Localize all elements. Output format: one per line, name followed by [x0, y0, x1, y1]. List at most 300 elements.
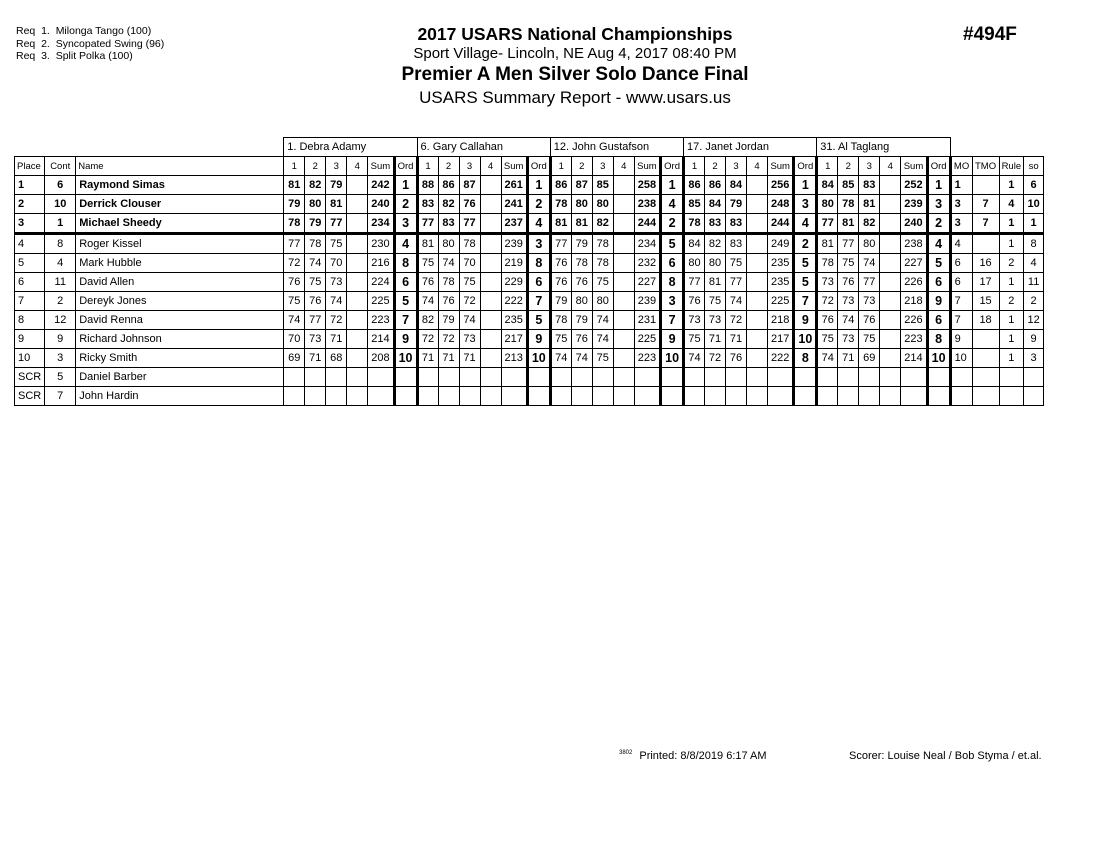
judge-score-cell: 79: [326, 176, 347, 195]
judge-sum-cell: 227: [634, 273, 660, 292]
place-cell: 7: [15, 292, 45, 311]
tmo-cell: 18: [972, 311, 999, 330]
judge-score-cell: [880, 254, 901, 273]
judge-score-cell: [817, 368, 838, 387]
judge-sum-cell: 224: [368, 273, 394, 292]
judge-sum-cell: 217: [501, 330, 527, 349]
judge-ordinal-cell: 5: [927, 254, 950, 273]
judge-ordinal-cell: 1: [661, 176, 684, 195]
col-header-name: Name: [76, 157, 284, 176]
col-header-judge-ord: Ord: [661, 157, 684, 176]
judge-score-cell: [571, 368, 592, 387]
col-header-rule: Rule: [999, 157, 1024, 176]
judge-score-cell: 80: [592, 195, 613, 214]
judge-score-cell: 80: [817, 195, 838, 214]
judge-score-cell: 78: [838, 195, 859, 214]
judge-ordinal-cell: 2: [527, 195, 550, 214]
col-header-judge-ord: Ord: [794, 157, 817, 176]
col-header-judge-2: 2: [571, 157, 592, 176]
judge-name: 12. John Gustafson: [550, 138, 683, 157]
judge-score-cell: 83: [705, 214, 726, 234]
judge-score-cell: 75: [859, 330, 880, 349]
so-cell: 8: [1024, 234, 1044, 254]
col-header-judge-2: 2: [838, 157, 859, 176]
judge-ordinal-cell: 10: [527, 349, 550, 368]
judge-score-cell: 73: [817, 273, 838, 292]
judge-score-cell: [571, 387, 592, 406]
col-header-judge-ord: Ord: [394, 157, 417, 176]
rule-cell: 1: [999, 273, 1024, 292]
judge-score-cell: 77: [305, 311, 326, 330]
judge-score-cell: [480, 176, 501, 195]
judge-ordinal-cell: 7: [527, 292, 550, 311]
judge-score-cell: [305, 387, 326, 406]
judge-score-cell: [459, 387, 480, 406]
judge-sum-cell: 217: [768, 330, 794, 349]
judge-score-cell: [726, 368, 747, 387]
judge-score-cell: 84: [817, 176, 838, 195]
judge-ordinal-cell: 6: [661, 254, 684, 273]
cont-cell: 3: [45, 349, 76, 368]
judge-ordinal-cell: 6: [527, 273, 550, 292]
col-header-judge-1: 1: [684, 157, 705, 176]
mo-cell: 3: [950, 195, 972, 214]
judge-score-cell: 81: [705, 273, 726, 292]
judge-score-cell: 77: [459, 214, 480, 234]
table-row: [15, 330, 1044, 349]
tmo-cell: [972, 368, 999, 387]
tmo-cell: 15: [972, 292, 999, 311]
judge-ordinal-cell: 2: [794, 234, 817, 254]
judge-sum-cell: 234: [368, 214, 394, 234]
judge-score-cell: 81: [859, 195, 880, 214]
judge-score-cell: 72: [417, 330, 438, 349]
judge-score-cell: [480, 368, 501, 387]
judge-score-cell: [747, 292, 768, 311]
judge-score-cell: 83: [859, 176, 880, 195]
judge-score-cell: [684, 387, 705, 406]
judge-sum-cell: 214: [901, 349, 927, 368]
judge-score-cell: 74: [571, 349, 592, 368]
judge-ordinal-cell: 1: [927, 176, 950, 195]
cont-cell: 5: [45, 368, 76, 387]
judge-sum-cell: 235: [768, 254, 794, 273]
judge-score-cell: 74: [726, 292, 747, 311]
judge-score-cell: 81: [817, 234, 838, 254]
judge-score-cell: 82: [592, 214, 613, 234]
judge-score-cell: 88: [417, 176, 438, 195]
judge-score-cell: [347, 330, 368, 349]
rule-cell: 1: [999, 176, 1024, 195]
skater-name-cell: John Hardin: [76, 387, 284, 406]
judge-score-cell: [417, 387, 438, 406]
judge-score-cell: [592, 387, 613, 406]
judge-sum-cell: [768, 368, 794, 387]
mo-cell: 7: [950, 311, 972, 330]
judges-header-row: [15, 138, 1044, 157]
table-row: [15, 234, 1044, 254]
cont-cell: 2: [45, 292, 76, 311]
judge-sum-cell: 239: [501, 234, 527, 254]
skater-name-cell: Ricky Smith: [76, 349, 284, 368]
judge-score-cell: 73: [705, 311, 726, 330]
col-header-judge-1: 1: [284, 157, 305, 176]
judge-score-cell: 79: [305, 214, 326, 234]
cont-cell: 6: [45, 176, 76, 195]
judge-ordinal-cell: 4: [527, 214, 550, 234]
judge-score-cell: 73: [684, 311, 705, 330]
judge-score-cell: [613, 176, 634, 195]
judge-score-cell: 82: [417, 311, 438, 330]
judge-ordinal-cell: 2: [661, 214, 684, 234]
judge-score-cell: 79: [726, 195, 747, 214]
judge-sum-cell: 227: [901, 254, 927, 273]
report-code: 3802: [619, 750, 633, 757]
judge-score-cell: [326, 368, 347, 387]
judge-sum-cell: 226: [901, 311, 927, 330]
table-row: [15, 176, 1044, 195]
judge-score-cell: [880, 368, 901, 387]
judge-score-cell: 82: [438, 195, 459, 214]
judge-ordinal-cell: 3: [794, 195, 817, 214]
judge-ordinal-cell: 10: [661, 349, 684, 368]
col-header-judge-2: 2: [705, 157, 726, 176]
judge-ordinal-cell: 10: [927, 349, 950, 368]
col-header-judge-sum: Sum: [501, 157, 527, 176]
mo-cell: 9: [950, 330, 972, 349]
mo-cell: [950, 387, 972, 406]
judge-sum-cell: 256: [768, 176, 794, 195]
mo-cell: 6: [950, 254, 972, 273]
event-title: 2017 USARS National Championships: [417, 24, 733, 44]
judge-score-cell: 74: [417, 292, 438, 311]
judge-score-cell: [480, 349, 501, 368]
so-cell: [1024, 387, 1044, 406]
judge-ordinal-cell: 9: [527, 330, 550, 349]
skater-name-cell: Richard Johnson: [76, 330, 284, 349]
judge-score-cell: [347, 368, 368, 387]
judge-score-cell: 75: [459, 273, 480, 292]
judge-score-cell: [613, 214, 634, 234]
col-header-judge-4: 4: [747, 157, 768, 176]
judge-score-cell: 83: [726, 214, 747, 234]
judge-score-cell: 79: [550, 292, 571, 311]
judge-sum-cell: 252: [901, 176, 927, 195]
judge-score-cell: [880, 234, 901, 254]
judge-score-cell: [347, 292, 368, 311]
so-cell: 10: [1024, 195, 1044, 214]
judge-score-cell: 74: [817, 349, 838, 368]
judge-ordinal-cell: [927, 387, 950, 406]
judge-ordinal-cell: [927, 368, 950, 387]
judge-score-cell: [880, 349, 901, 368]
so-cell: 2: [1024, 292, 1044, 311]
judge-score-cell: 86: [550, 176, 571, 195]
place-cell: 5: [15, 254, 45, 273]
judge-sum-cell: 249: [768, 234, 794, 254]
judge-score-cell: [347, 234, 368, 254]
cont-cell: 7: [45, 387, 76, 406]
venue-line: Sport Village- Lincoln, NE Aug 4, 2017 08:40 PM: [413, 45, 737, 62]
judge-score-cell: 78: [571, 254, 592, 273]
judge-score-cell: 80: [684, 254, 705, 273]
judge-score-cell: 69: [859, 349, 880, 368]
judge-score-cell: [726, 387, 747, 406]
mo-cell: 1: [950, 176, 972, 195]
judge-ordinal-cell: 4: [794, 214, 817, 234]
judge-score-cell: 82: [859, 214, 880, 234]
printed-timestamp: [619, 750, 767, 762]
judge-score-cell: [417, 368, 438, 387]
judge-score-cell: [284, 387, 305, 406]
skater-name-cell: Daniel Barber: [76, 368, 284, 387]
judge-score-cell: 76: [305, 292, 326, 311]
judge-score-cell: 75: [550, 330, 571, 349]
judge-score-cell: [838, 387, 859, 406]
skater-name-cell: Dereyk Jones: [76, 292, 284, 311]
judge-score-cell: 87: [571, 176, 592, 195]
judge-ordinal-cell: 7: [661, 311, 684, 330]
rule-cell: 2: [999, 292, 1024, 311]
place-cell: 9: [15, 330, 45, 349]
judge-score-cell: 72: [326, 311, 347, 330]
judge-score-cell: 75: [684, 330, 705, 349]
rule-cell: [999, 368, 1024, 387]
judge-score-cell: [747, 387, 768, 406]
col-header-mo: MO: [950, 157, 972, 176]
judge-ordinal-cell: [661, 387, 684, 406]
judge-score-cell: 79: [438, 311, 459, 330]
judge-score-cell: 80: [571, 195, 592, 214]
judge-score-cell: [459, 368, 480, 387]
judge-score-cell: [613, 387, 634, 406]
col-header-so: so: [1024, 157, 1044, 176]
judge-score-cell: [747, 176, 768, 195]
judge-sum-cell: 222: [768, 349, 794, 368]
judge-score-cell: [880, 195, 901, 214]
judge-sum-cell: 213: [501, 349, 527, 368]
results-table: [14, 137, 1044, 406]
judge-ordinal-cell: 5: [794, 254, 817, 273]
judge-score-cell: 76: [571, 273, 592, 292]
judge-sum-cell: 225: [368, 292, 394, 311]
place-cell: 4: [15, 234, 45, 254]
judge-score-cell: [480, 273, 501, 292]
rule-cell: 1: [999, 330, 1024, 349]
judge-score-cell: [480, 195, 501, 214]
judge-score-cell: 77: [838, 234, 859, 254]
judge-score-cell: [705, 368, 726, 387]
judge-score-cell: 80: [592, 292, 613, 311]
tmo-cell: [972, 330, 999, 349]
judge-score-cell: 73: [326, 273, 347, 292]
table-row: [15, 368, 1044, 387]
rule-cell: 1: [999, 234, 1024, 254]
judge-sum-cell: 240: [901, 214, 927, 234]
judge-ordinal-cell: 9: [927, 292, 950, 311]
judge-ordinal-cell: 2: [927, 214, 950, 234]
judge-score-cell: 71: [705, 330, 726, 349]
judge-score-cell: 85: [838, 176, 859, 195]
judge-score-cell: 74: [284, 311, 305, 330]
judge-score-cell: 76: [550, 254, 571, 273]
judge-ordinal-cell: 6: [394, 273, 417, 292]
rule-cell: 1: [999, 311, 1024, 330]
skater-name-cell: David Allen: [76, 273, 284, 292]
judge-score-cell: 73: [305, 330, 326, 349]
judge-score-cell: 74: [859, 254, 880, 273]
judge-score-cell: 74: [459, 311, 480, 330]
competition-title: Premier A Men Silver Solo Dance Final: [401, 64, 749, 85]
judge-score-cell: 75: [838, 254, 859, 273]
judge-sum-cell: 248: [768, 195, 794, 214]
judge-score-cell: 85: [592, 176, 613, 195]
judge-sum-cell: [634, 368, 660, 387]
column-header-row: [15, 157, 1044, 176]
judge-score-cell: 81: [326, 195, 347, 214]
judge-sum-cell: 239: [901, 195, 927, 214]
judge-sum-cell: 232: [634, 254, 660, 273]
judge-score-cell: [817, 387, 838, 406]
mo-cell: 7: [950, 292, 972, 311]
judge-score-cell: 79: [284, 195, 305, 214]
judges-header-spacer: [15, 138, 284, 157]
judge-score-cell: 78: [459, 234, 480, 254]
judge-sum-cell: 230: [368, 234, 394, 254]
judge-score-cell: [550, 387, 571, 406]
judge-score-cell: 76: [838, 273, 859, 292]
judge-sum-cell: 258: [634, 176, 660, 195]
judge-score-cell: 76: [859, 311, 880, 330]
judge-sum-cell: 229: [501, 273, 527, 292]
judge-score-cell: 84: [705, 195, 726, 214]
rule-cell: [999, 387, 1024, 406]
judge-sum-cell: 226: [901, 273, 927, 292]
so-cell: [1024, 368, 1044, 387]
judge-score-cell: 86: [684, 176, 705, 195]
judge-score-cell: 73: [859, 292, 880, 311]
judge-score-cell: [747, 349, 768, 368]
report-line: USARS Summary Report - www.usars.us: [419, 88, 731, 107]
tmo-cell: 17: [972, 273, 999, 292]
skater-name-cell: Mark Hubble: [76, 254, 284, 273]
col-header-judge-4: 4: [347, 157, 368, 176]
judge-score-cell: 73: [838, 330, 859, 349]
judge-score-cell: 71: [417, 349, 438, 368]
judge-score-cell: 81: [284, 176, 305, 195]
judge-score-cell: 71: [838, 349, 859, 368]
judge-score-cell: [347, 195, 368, 214]
judge-score-cell: 75: [305, 273, 326, 292]
judge-score-cell: [613, 273, 634, 292]
judge-ordinal-cell: 5: [527, 311, 550, 330]
judge-sum-cell: 235: [768, 273, 794, 292]
requirements-list: [16, 25, 164, 63]
judge-sum-cell: [368, 368, 394, 387]
so-cell: 11: [1024, 273, 1044, 292]
judge-ordinal-cell: 1: [794, 176, 817, 195]
judge-score-cell: [747, 195, 768, 214]
judge-score-cell: [305, 368, 326, 387]
judge-score-cell: 69: [284, 349, 305, 368]
judge-score-cell: [880, 330, 901, 349]
judge-score-cell: [480, 311, 501, 330]
requirement-3: Req 3. Split Polka (100): [16, 50, 133, 62]
judge-score-cell: [480, 292, 501, 311]
col-header-judge-sum: Sum: [368, 157, 394, 176]
judge-score-cell: [880, 214, 901, 234]
rule-cell: 2: [999, 254, 1024, 273]
judge-score-cell: 77: [550, 234, 571, 254]
place-cell: 8: [15, 311, 45, 330]
judge-ordinal-cell: [527, 387, 550, 406]
judge-score-cell: [838, 368, 859, 387]
judge-score-cell: 71: [326, 330, 347, 349]
judge-score-cell: [347, 311, 368, 330]
judge-sum-cell: 214: [368, 330, 394, 349]
judge-score-cell: 76: [550, 273, 571, 292]
judge-score-cell: 86: [705, 176, 726, 195]
judge-score-cell: 75: [417, 254, 438, 273]
col-header-cont: Cont: [45, 157, 76, 176]
judge-score-cell: 80: [859, 234, 880, 254]
judge-ordinal-cell: [527, 368, 550, 387]
judge-score-cell: 87: [459, 176, 480, 195]
judge-score-cell: 80: [571, 292, 592, 311]
cont-cell: 4: [45, 254, 76, 273]
judge-score-cell: [859, 387, 880, 406]
skater-name-cell: Raymond Simas: [76, 176, 284, 195]
judge-score-cell: [747, 311, 768, 330]
judge-sum-cell: 219: [501, 254, 527, 273]
judge-score-cell: 70: [459, 254, 480, 273]
judge-score-cell: 75: [705, 292, 726, 311]
mo-cell: 3: [950, 214, 972, 234]
judge-score-cell: 73: [838, 292, 859, 311]
table-row: [15, 254, 1044, 273]
judge-score-cell: 78: [284, 214, 305, 234]
judge-score-cell: [480, 234, 501, 254]
tmo-cell: [972, 234, 999, 254]
printed-text: Printed: 8/8/2019 6:17 AM: [639, 750, 767, 762]
judge-score-cell: [747, 254, 768, 273]
judge-ordinal-cell: 4: [394, 234, 417, 254]
so-cell: 12: [1024, 311, 1044, 330]
mo-cell: [950, 368, 972, 387]
judge-sum-cell: 238: [901, 234, 927, 254]
judge-sum-cell: 237: [501, 214, 527, 234]
judge-score-cell: 74: [550, 349, 571, 368]
table-row: [15, 349, 1044, 368]
judge-score-cell: [880, 311, 901, 330]
judge-score-cell: 77: [817, 214, 838, 234]
col-header-judge-3: 3: [326, 157, 347, 176]
judge-score-cell: [613, 292, 634, 311]
skater-name-cell: Roger Kissel: [76, 234, 284, 254]
judge-score-cell: [347, 387, 368, 406]
col-header-judge-2: 2: [438, 157, 459, 176]
mo-cell: 6: [950, 273, 972, 292]
judge-score-cell: [613, 254, 634, 273]
requirement-1: Req 1. Milonga Tango (100): [16, 25, 152, 37]
cont-cell: 9: [45, 330, 76, 349]
judge-score-cell: [747, 273, 768, 292]
place-cell: 3: [15, 214, 45, 234]
judge-sum-cell: 242: [368, 176, 394, 195]
judge-ordinal-cell: [661, 368, 684, 387]
judge-sum-cell: 235: [501, 311, 527, 330]
judge-score-cell: 74: [305, 254, 326, 273]
